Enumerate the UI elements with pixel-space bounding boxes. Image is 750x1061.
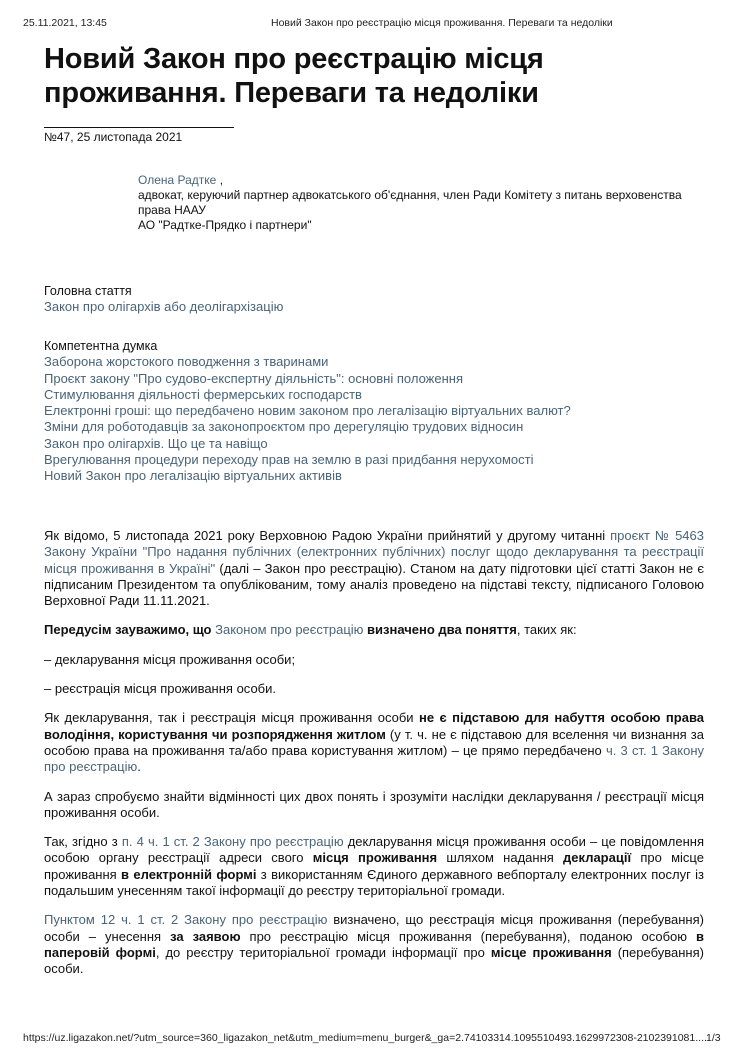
author-firm: АО "Радтке-Прядко і партнери" [138, 218, 312, 232]
main-article-section [44, 283, 283, 315]
bill-5463-link[interactable]: проєкт № 5463 Закону України "Про надання публічних (електронних публічних) послуг щодо декларування та реєстрації місця проживання в Україні" [44, 528, 704, 576]
main-article-link[interactable]: Закон про олігархів або деолігархізацію [44, 299, 284, 314]
title-divider [44, 127, 234, 128]
bold-text: в паперовій формі [44, 928, 704, 960]
text: , таких як: [516, 622, 577, 638]
text: Як декларування, так і реєстрація місця проживання особи [44, 710, 419, 726]
text: (перебування) особи. [44, 944, 704, 977]
law-registration-link[interactable]: Законом про реєстрацію [215, 622, 364, 638]
text: (у т. ч. не є підставою для вселення чи визнання за особою права на проживання та/або права користування житлом) – це прямо передбачено [44, 726, 704, 758]
bold-text: декларації [563, 850, 632, 866]
text: Так, згідно з [44, 834, 122, 850]
bold-text: Передусім зауважимо, що [44, 622, 216, 638]
expert-opinion-link[interactable]: Новий Закон про легалізацію віртуальних активів [44, 468, 342, 484]
text: декларування місця проживання особи – це повідомлення особою органу реєстрації адреси свого [44, 834, 704, 866]
bold-text: за заявою [170, 928, 241, 944]
article-body [44, 528, 704, 991]
text: про реєстрацію місця проживання (перебування), поданою особою [240, 928, 696, 944]
expert-opinion-link[interactable]: Зміни для роботодавців за законопроєктом про дерегуляцію трудових відносин [44, 419, 524, 435]
bold-text: не є підставою для набуття особою права володіння, користування чи розпорядження житлом [44, 710, 704, 742]
main-article-label: Головна стаття [44, 284, 132, 298]
law-article-link[interactable]: ч. 3 ст. 1 Закону про реєстрацію [44, 742, 704, 775]
print-header-datetime: 25.11.2021, 13:45 [23, 17, 107, 29]
paragraph: А зараз спробуємо знайти відмінності цих двох понять і зрозуміти наслідки декларування / реєстрації місця проживання особи. [44, 788, 704, 820]
expert-opinion-section [44, 338, 571, 485]
article-title: Новий Закон про реєстрацію місця проживання. Переваги та недоліки [44, 43, 544, 109]
bold-text: визначено два поняття [363, 622, 517, 638]
bold-text: в електронній формі [121, 866, 257, 882]
text: з використанням Єдиного державного вебпорталу електронних послуг із подальшим унесенням такої інформації до реєстру територіальної громади. [44, 866, 705, 899]
text: , до реєстру територіальної громади інформації про [155, 944, 491, 960]
author-name-suffix: , [216, 173, 224, 187]
expert-opinion-link[interactable]: Проєкт закону "Про судово-експертну діяльність": основні положення [44, 370, 463, 386]
text: про місце проживання [44, 850, 704, 882]
author-block [138, 173, 708, 233]
expert-opinion-label: Компетентна думка [44, 339, 158, 353]
text: . [137, 759, 141, 775]
text: шляхом надання [437, 850, 564, 866]
paragraph: – декларування місця проживання особи; [44, 651, 296, 667]
paragraph [44, 710, 704, 775]
paragraph [44, 912, 704, 977]
paragraph: – реєстрація місця проживання особи. [44, 681, 276, 697]
paragraph [44, 834, 704, 899]
expert-opinion-link[interactable]: Стимулювання діяльності фермерських господарств [44, 386, 362, 402]
bold-text: місце проживання [490, 944, 612, 960]
author-position: адвокат, керуючий партнер адвокатського об'єднання, член Ради Комітету з питань верховенства права НААУ [138, 188, 682, 217]
law-article-link[interactable]: п. 4 ч. 1 ст. 2 Закону про реєстрацію [121, 834, 344, 850]
print-footer-url: https://uz.ligazakon.net/?utm_source=360_ligazakon_net&utm_medium=menu_burger&_ga=2.74103314.1095510493.1629972308-2102391081.... [23, 1032, 707, 1044]
law-article-link[interactable]: Пунктом 12 ч. 1 ст. 2 Закону про реєстрацію [44, 912, 328, 928]
print-header-title: Новий Закон про реєстрацію місця проживання. Переваги та недоліки [271, 17, 613, 29]
author-name-link[interactable]: Олена Радтке [138, 173, 217, 187]
bold-text: місця проживання [312, 850, 438, 866]
expert-opinion-link[interactable]: Врегулювання процедури переходу прав на землю в разі придбання нерухомості [44, 452, 534, 468]
paragraph [44, 528, 704, 609]
text: визначено, що реєстрація місця проживання (перебування) особи – унесення [44, 912, 704, 944]
issue-info: №47, 25 листопада 2021 [44, 130, 183, 144]
paragraph [44, 622, 704, 638]
expert-opinion-link[interactable]: Заборона жорстокого поводження з тваринами [44, 354, 329, 370]
expert-opinion-link[interactable]: Закон про олігархів. Що це та навіщо [44, 435, 268, 451]
text: (далі – Закон про реєстрацію). Станом на дату підготовки цієї статті Закон не є підписаним Президентом та опублікованим, тому аналіз проведено на підставі тексту, підписаного Головою Верховної Ради 11.11.2021. [44, 560, 705, 609]
print-footer-page-number: 1/3 [706, 1032, 721, 1044]
text: Як відомо, 5 листопада 2021 року Верховною Радою України прийнятий у другому читанні [44, 528, 611, 543]
expert-opinion-link[interactable]: Електронні гроші: що передбачено новим законом про легалізацію віртуальних валют? [44, 403, 571, 419]
